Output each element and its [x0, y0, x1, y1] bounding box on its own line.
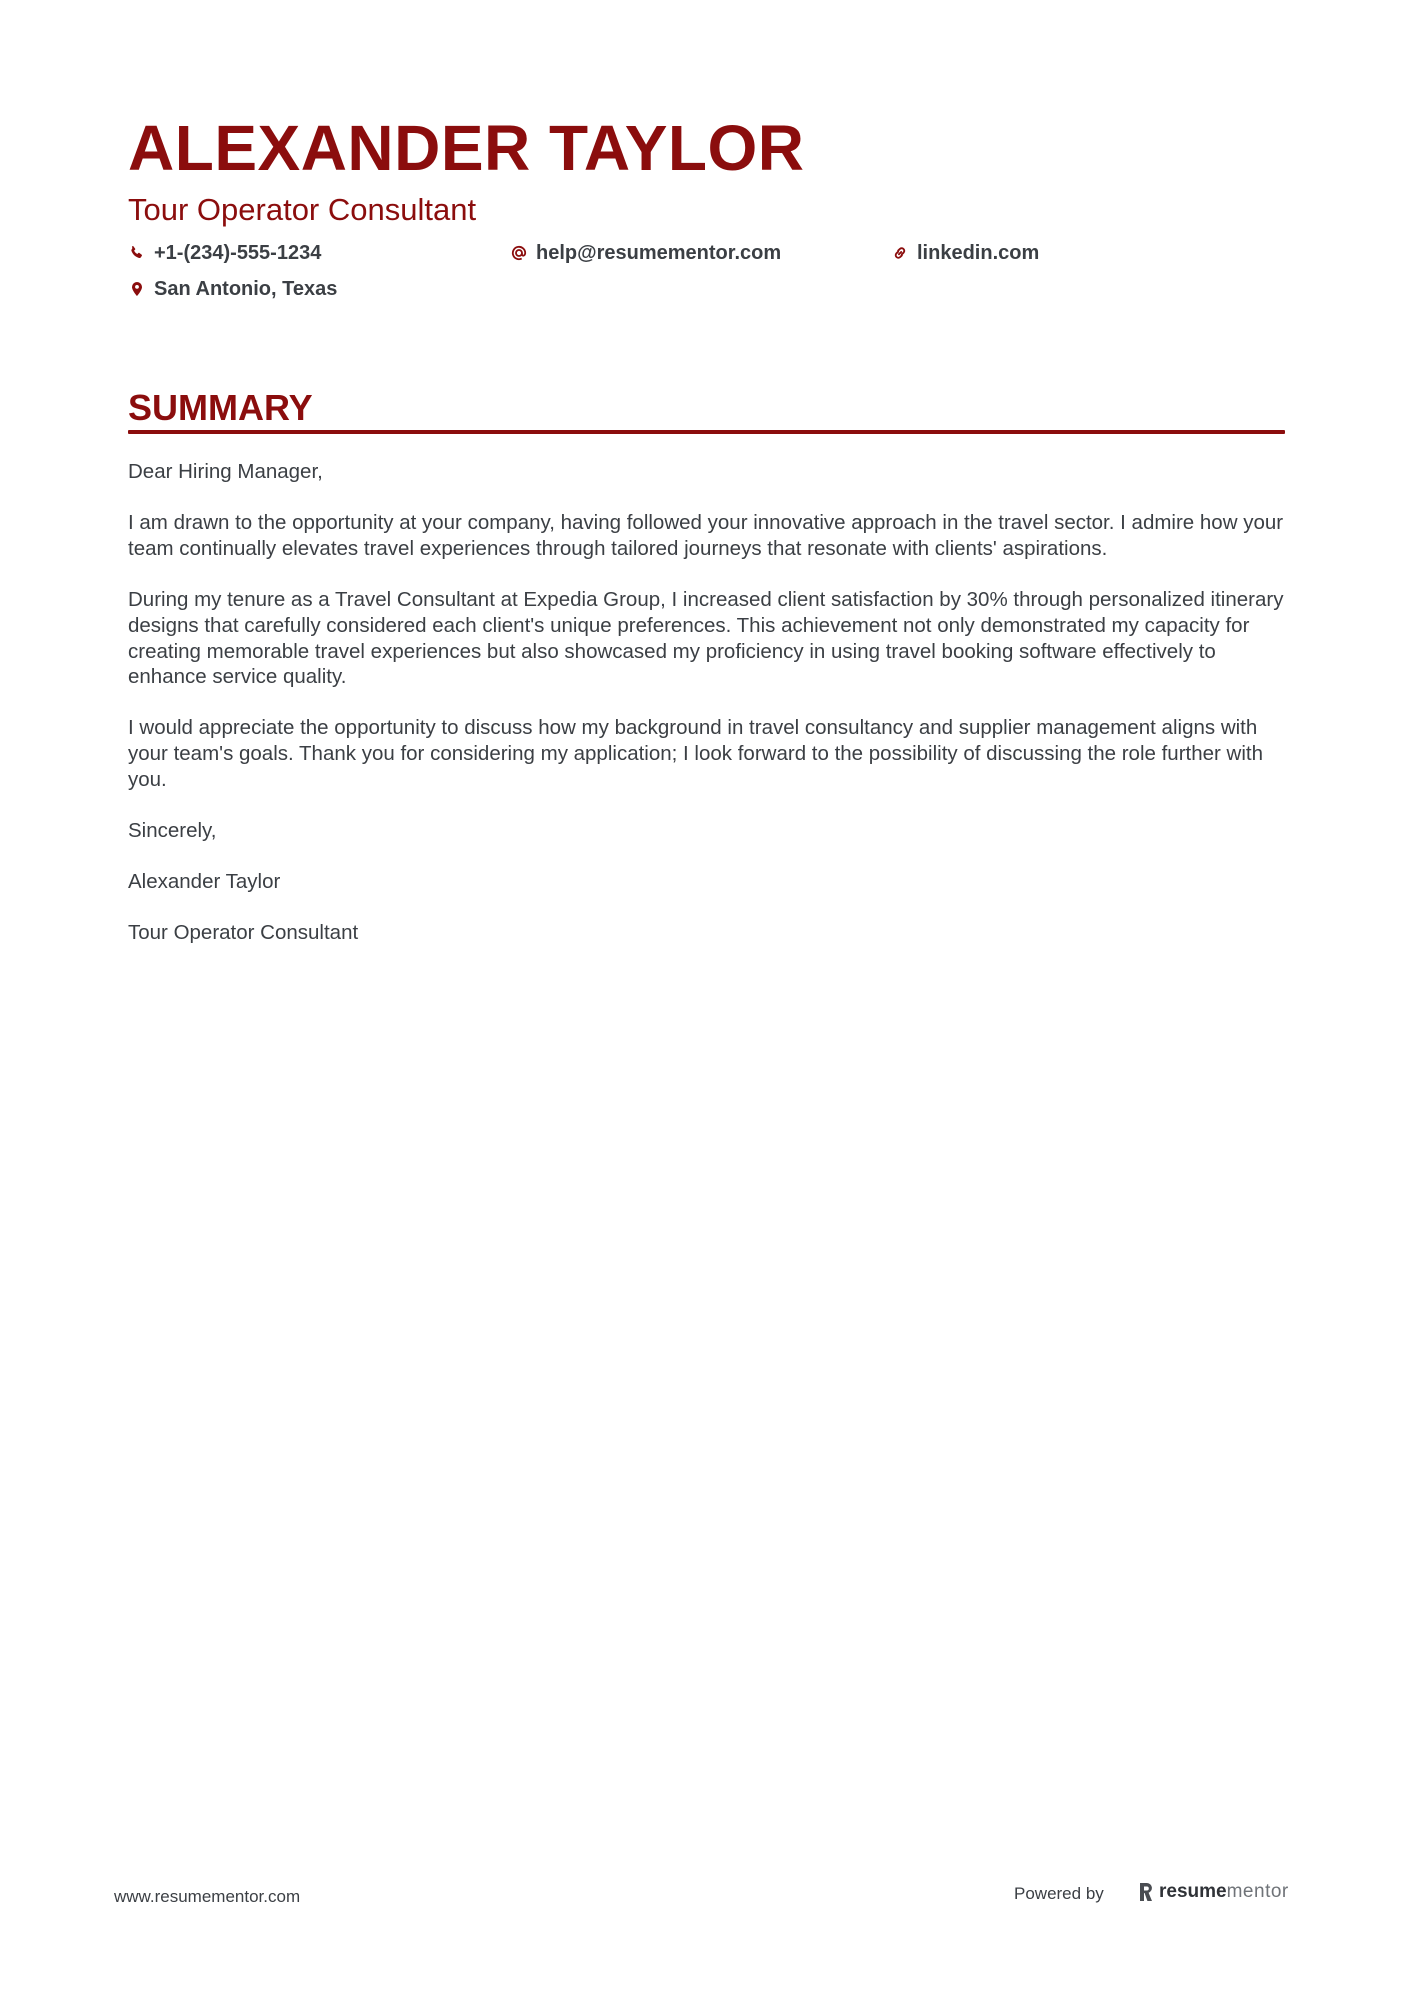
contact-location: [128, 275, 337, 303]
letter-paragraph: Sincerely,: [128, 819, 217, 843]
at-icon: [510, 244, 528, 262]
letter-paragraph: I would appreciate the opportunity to discuss how my background in travel consultancy and supplier management aligns with your team's goals. Thank you for considering my application; I look forward to the possibility of discussing the role further with you.: [128, 716, 1264, 791]
brand-logo: [1138, 1881, 1289, 1903]
email-text: help@resumementor.com: [536, 242, 782, 264]
brand-name-part-b: mentor: [1226, 1881, 1289, 1902]
letter-paragraph: Dear Hiring Manager,: [128, 460, 323, 483]
letter-body: [128, 459, 1288, 972]
powered-by-label: Powered by: [1014, 1884, 1104, 1903]
letter-paragraph: Tour Operator Consultant: [128, 921, 359, 945]
section-title: SUMMARY: [128, 387, 313, 428]
phone-icon: [128, 244, 146, 262]
section-divider: [128, 430, 1285, 434]
letter-paragraph: During my tenure as a Travel Consultant at Expedia Group, I increased client satisfaction by 30% through personalized itinerary designs that carefully considered each client's unique preferences. This achievement not only demonstrated my capacity for creating memorable travel experiences but also showcased my proficiency in using travel booking software effectively to enhance service quality.: [128, 588, 1284, 689]
contact-phone: [128, 239, 321, 267]
footer-url[interactable]: www.resumementor.com: [114, 1887, 301, 1906]
brand-mark-icon: [1138, 1882, 1154, 1902]
letter-paragraph: I am drawn to the opportunity at your company, having followed your innovative approach in the travel sector. I admire how your team continually elevates travel experiences through tailored journeys that resonate with clients' aspirations.: [128, 511, 1284, 560]
phone-text: +1-(234)-555-1234: [154, 242, 322, 264]
contact-link: [891, 239, 1039, 267]
location-text: San Antonio, Texas: [154, 278, 338, 300]
candidate-name: ALEXANDER TAYLOR: [128, 112, 805, 184]
letter-paragraph: Alexander Taylor: [128, 870, 281, 894]
job-title: Tour Operator Consultant: [128, 192, 477, 227]
brand-name-part-a: resume: [1159, 1881, 1227, 1902]
contact-email: [510, 239, 781, 267]
location-pin-icon: [128, 280, 146, 298]
link-icon: [891, 244, 909, 262]
link-text: linkedin.com: [917, 242, 1040, 264]
